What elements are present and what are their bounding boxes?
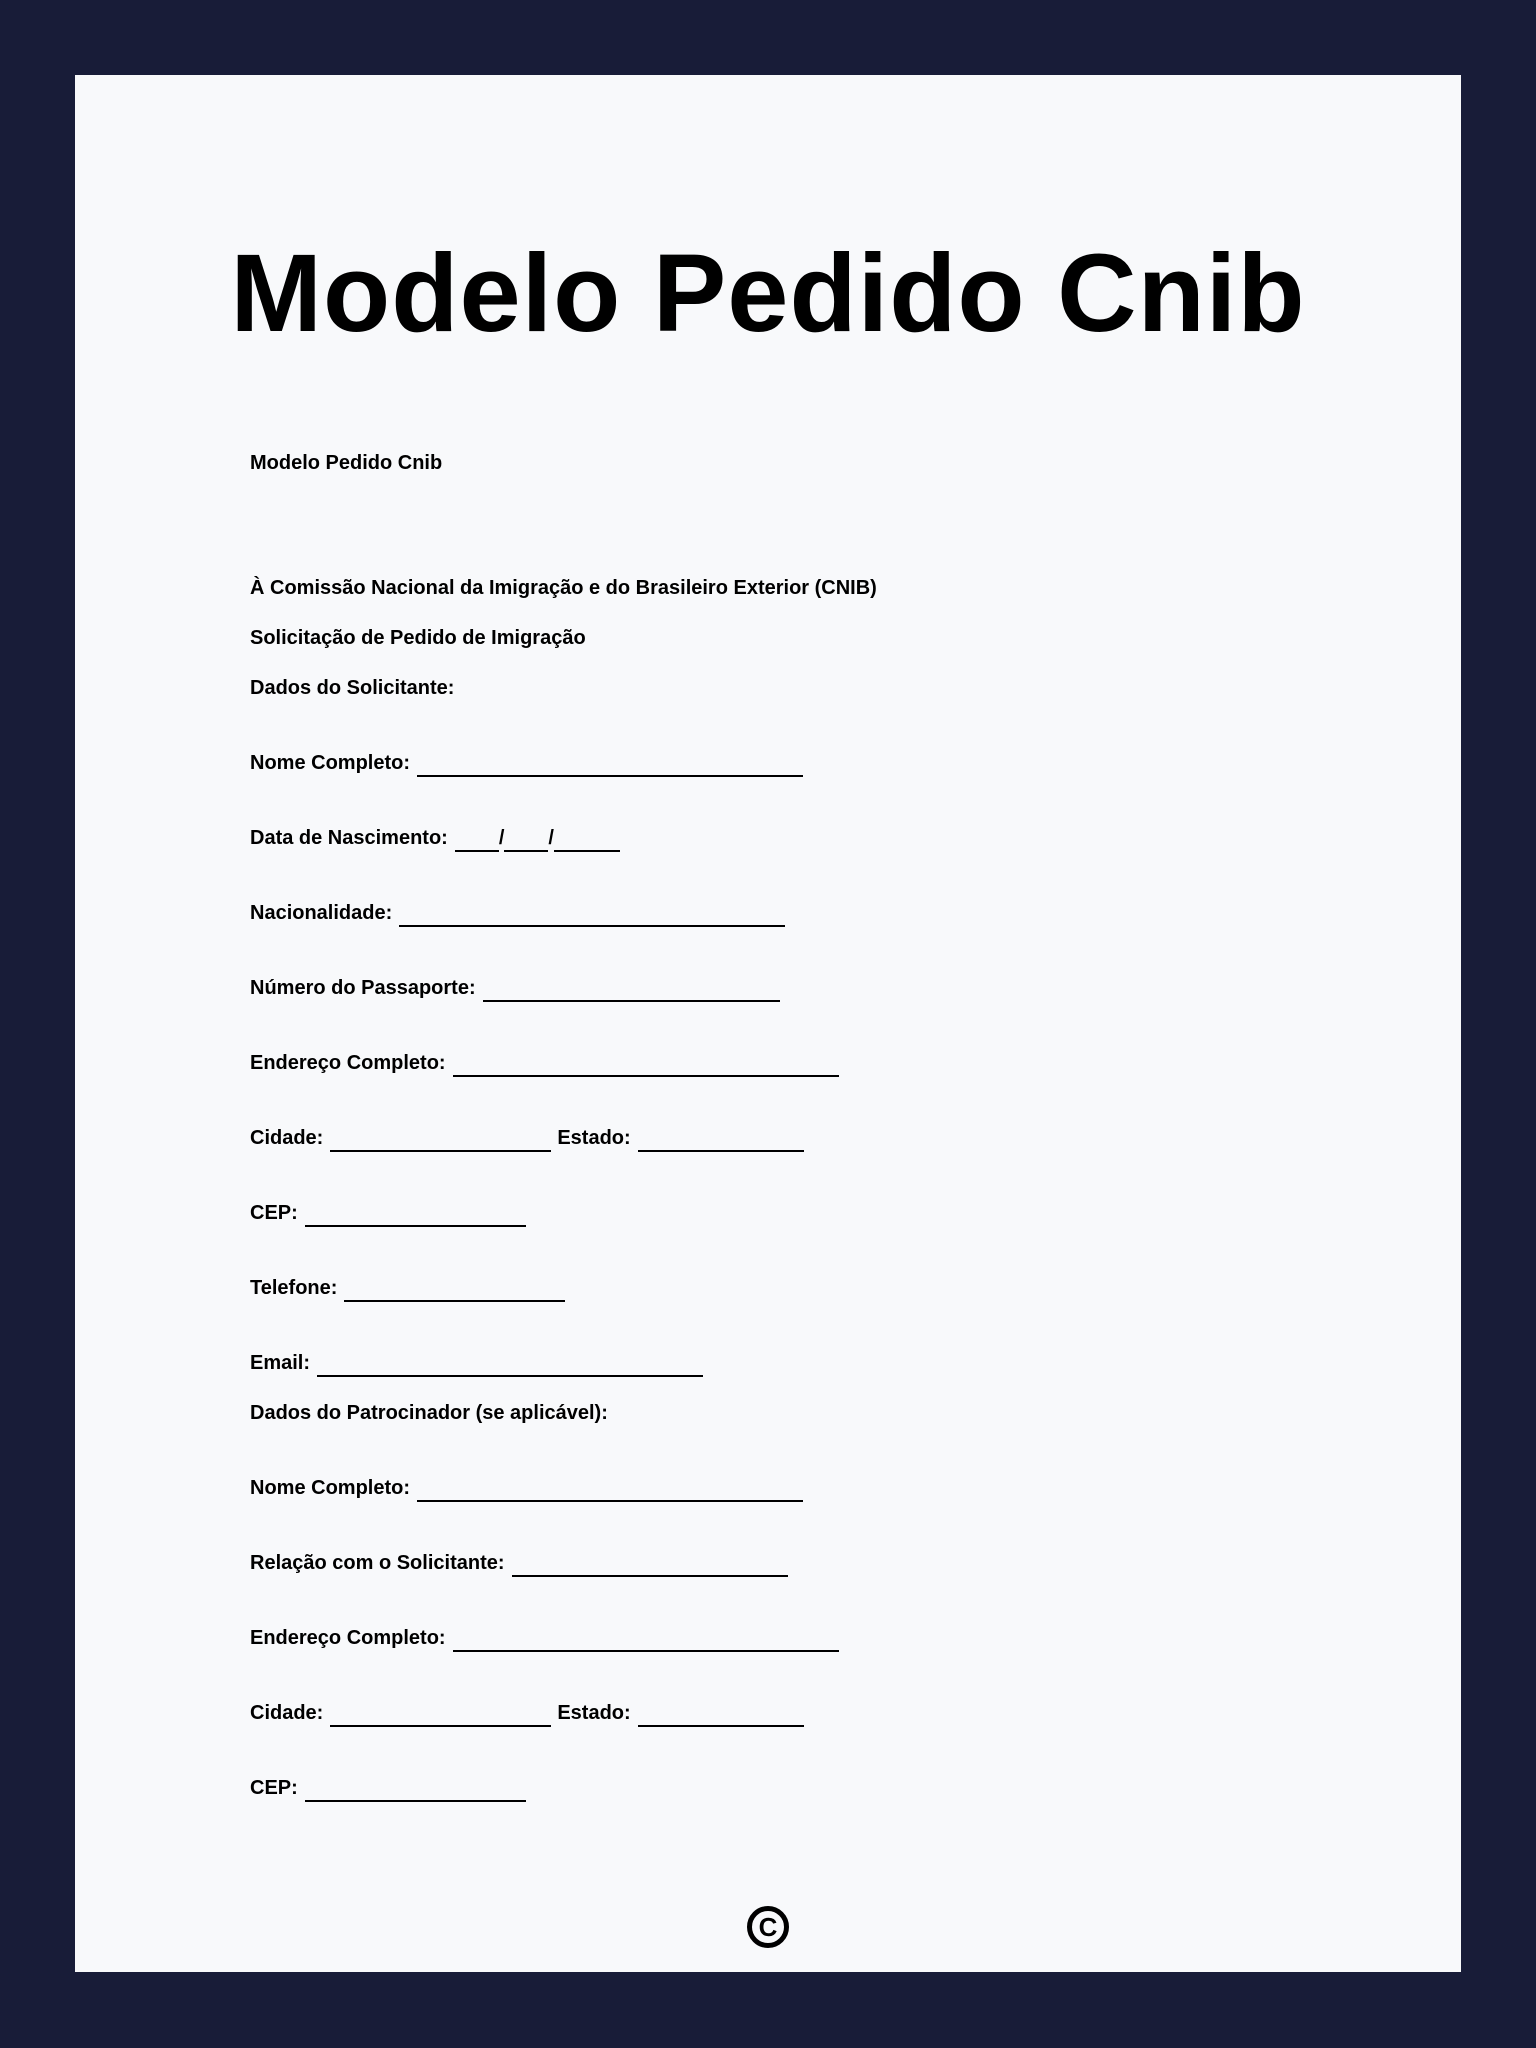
copyright-letter: C xyxy=(758,1912,778,1942)
subject-line: Solicitação de Pedido de Imigração xyxy=(250,627,586,649)
applicant-passport-label: Número do Passaporte: xyxy=(250,977,476,999)
applicant-email-row xyxy=(250,1353,703,1377)
sponsor-address-field[interactable] xyxy=(453,1630,839,1652)
applicant-phone-label: Telefone: xyxy=(250,1277,338,1299)
applicant-phone-row xyxy=(250,1278,565,1302)
document-subtitle: Modelo Pedido Cnib xyxy=(250,452,443,474)
page-title: Modelo Pedido Cnib xyxy=(230,232,1306,355)
recipient-line: À Comissão Nacional da Imigração e do Brasileiro Exterior (CNIB) xyxy=(250,577,877,599)
birth-day-field[interactable] xyxy=(455,830,499,852)
sponsor-relationship-row xyxy=(250,1553,788,1577)
applicant-full-name-field[interactable] xyxy=(417,755,803,777)
applicant-state-field[interactable] xyxy=(638,1130,804,1152)
applicant-section-heading: Dados do Solicitante: xyxy=(250,677,455,699)
sponsor-zip-row xyxy=(250,1778,526,1802)
applicant-full-name-row xyxy=(250,753,803,777)
sponsor-state-label: Estado: xyxy=(557,1702,631,1724)
sponsor-city-state-row xyxy=(250,1703,804,1727)
applicant-city-state-row xyxy=(250,1128,804,1152)
sponsor-city-label: Cidade: xyxy=(250,1702,324,1724)
birth-year-field[interactable] xyxy=(554,830,620,852)
sponsor-city-field[interactable] xyxy=(330,1705,551,1727)
applicant-state-label: Estado: xyxy=(557,1127,631,1149)
applicant-zip-label: CEP: xyxy=(250,1202,298,1224)
sponsor-section-heading: Dados do Patrocinador (se aplicável): xyxy=(250,1402,608,1424)
sponsor-relationship-field[interactable] xyxy=(512,1555,788,1577)
date-separator: / xyxy=(548,827,554,849)
applicant-passport-field[interactable] xyxy=(483,980,780,1002)
sponsor-full-name-row xyxy=(250,1478,803,1502)
applicant-birth-date-label: Data de Nascimento: xyxy=(250,827,448,849)
sponsor-zip-field[interactable] xyxy=(305,1780,526,1802)
birth-month-field[interactable] xyxy=(504,830,548,852)
applicant-nationality-label: Nacionalidade: xyxy=(250,902,393,924)
applicant-birth-date-row xyxy=(250,828,620,852)
applicant-passport-row xyxy=(250,978,780,1002)
applicant-zip-field[interactable] xyxy=(305,1205,526,1227)
applicant-nationality-row xyxy=(250,903,785,927)
applicant-email-field[interactable] xyxy=(317,1355,703,1377)
date-separator: / xyxy=(498,827,505,849)
sponsor-full-name-label: Nome Completo: xyxy=(250,1477,410,1499)
applicant-full-name-label: Nome Completo: xyxy=(250,752,410,774)
sponsor-zip-label: CEP: xyxy=(250,1777,298,1799)
applicant-phone-field[interactable] xyxy=(344,1280,565,1302)
document-page xyxy=(75,75,1461,1972)
applicant-address-label: Endereço Completo: xyxy=(250,1052,446,1074)
copyright-icon xyxy=(747,1906,789,1948)
applicant-zip-row xyxy=(250,1203,526,1227)
applicant-address-field[interactable] xyxy=(453,1055,839,1077)
applicant-city-field[interactable] xyxy=(330,1130,551,1152)
sponsor-state-field[interactable] xyxy=(638,1705,804,1727)
sponsor-full-name-field[interactable] xyxy=(417,1480,803,1502)
sponsor-address-row xyxy=(250,1628,839,1652)
applicant-nationality-field[interactable] xyxy=(399,905,785,927)
applicant-city-label: Cidade: xyxy=(250,1127,324,1149)
sponsor-address-label: Endereço Completo: xyxy=(250,1627,446,1649)
applicant-address-row xyxy=(250,1053,839,1077)
sponsor-relationship-label: Relação com o Solicitante: xyxy=(250,1552,505,1574)
applicant-email-label: Email: xyxy=(250,1352,311,1374)
